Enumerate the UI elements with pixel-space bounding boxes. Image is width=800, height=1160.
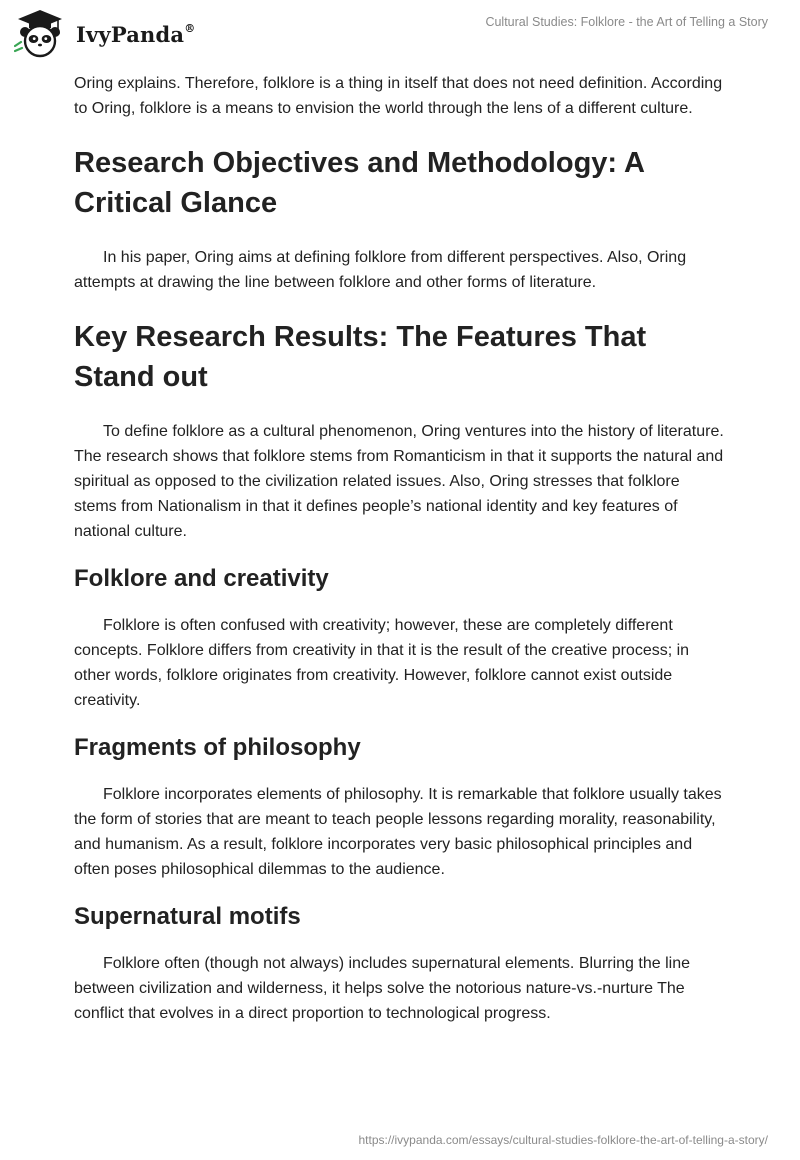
intro-paragraph: Oring explains. Therefore, folklore is a thing in itself that does not need definition. According to Oring, folklore is a means to envision the world through the lens of a different culture. <box>74 75 723 117</box>
paragraph-fragments-philosophy: Folklore incorporates elements of philosophy. It is remarkable that folklore usually takes the form of stories that are meant to teach people lessons regarding morality, reasonability, and humanism. As a result, folklore incorporates very basic philosophical principles and often poses philosophical dilemmas to the audience. <box>74 786 722 878</box>
subheading-supernatural-motifs: Supernatural motifs <box>74 903 301 930</box>
article-content <box>74 70 724 1026</box>
subheading-fragments-philosophy: Fragments of philosophy <box>74 734 361 761</box>
section-heading-key-results: Key Research Results: The Features That Stand out <box>74 321 647 393</box>
paragraph-folklore-creativity: Folklore is often confused with creativity; however, these are completely different concepts. Folklore differs from creativity in that it is the result of the creative process; in other words, folklore originates from creativity. However, folklore cannot exist outside creativity. <box>74 617 690 709</box>
subheading-folklore-creativity: Folklore and creativity <box>74 565 329 592</box>
brand-name: IvyPanda® <box>76 21 196 47</box>
page-header <box>0 0 800 70</box>
panda-logo-icon <box>14 8 66 60</box>
registered-mark: ® <box>184 21 196 35</box>
section-paragraph-research-objectives: In his paper, Oring aims at defining folklore from different perspectives. Also, Oring attempts at drawing the line between folklore and other forms of literature. <box>74 249 687 291</box>
section-paragraph-key-results: To define folklore as a cultural phenomenon, Oring ventures into the history of literature. The research shows that folklore stems from Romanticism in that it supports the natural and spiritual as opposed to the civilization related issues. Also, Oring stresses that folklore stems from Nationalism in that it defines people’s national identity and key features of national culture. <box>74 423 724 540</box>
paragraph-supernatural-motifs: Folklore often (though not always) includes supernatural elements. Blurring the line between civilization and wilderness, it helps solve the notorious nature-vs.-nurture The conflict that evolves in a direct proportion to technological progress. <box>74 955 690 1022</box>
footer-url-link[interactable]: https://ivypanda.com/essays/cultural-studies-folklore-the-art-of-telling-a-story/ <box>358 1133 768 1147</box>
document-title: Cultural Studies: Folklore - the Art of Telling a Story <box>485 15 768 29</box>
section-heading-research-objectives: Research Objectives and Methodology: A Critical Glance <box>74 147 644 219</box>
logo[interactable] <box>14 8 195 60</box>
